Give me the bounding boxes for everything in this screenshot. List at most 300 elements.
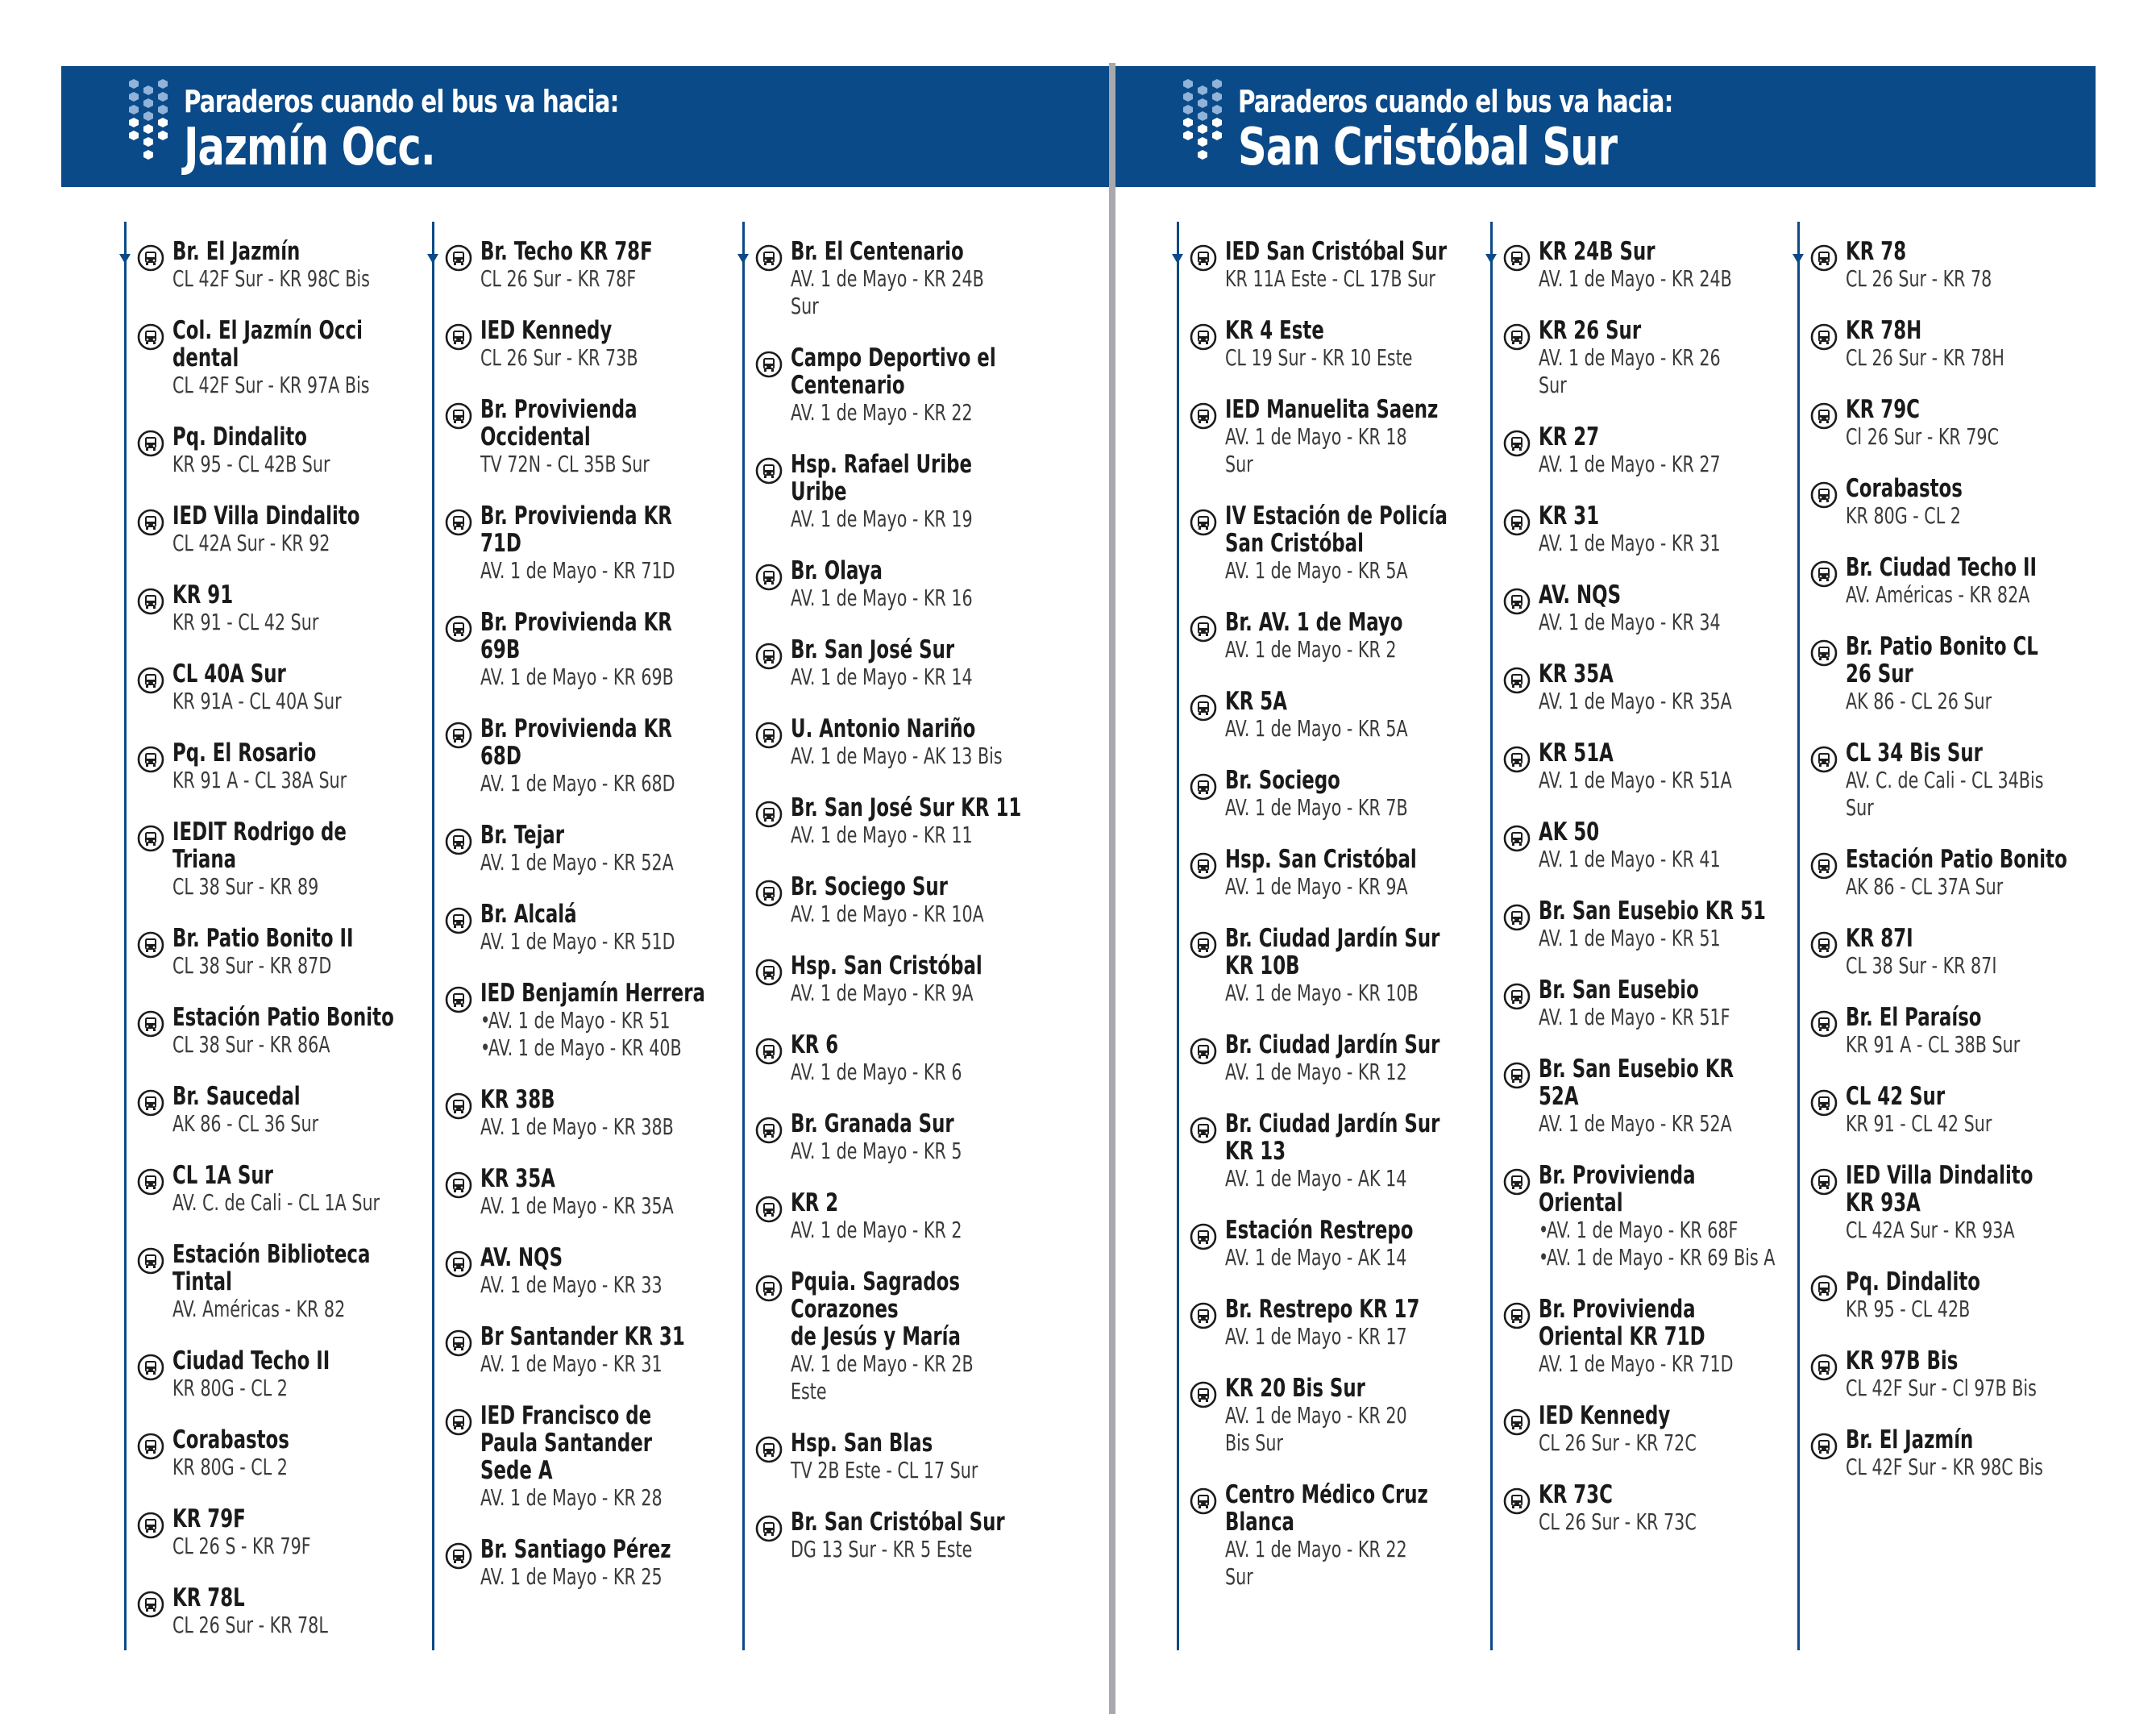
- stop-address: [791, 1217, 1082, 1244]
- stop-name-line: KR 26 Sur: [1539, 316, 1642, 345]
- bus-stop-icon: [1503, 1302, 1531, 1329]
- stop-address: [172, 873, 463, 901]
- address-text: AV. 1 de Mayo - KR 52A: [480, 849, 674, 876]
- stop-name-line: KR 4 Este: [1225, 316, 1324, 345]
- stop-name: [791, 557, 1075, 585]
- stop-address-line: [1539, 1244, 1830, 1271]
- bus-stop-icon: [755, 1117, 783, 1144]
- stop-address-line: [1539, 372, 1830, 399]
- stop-address-line: [1846, 952, 2137, 980]
- stop-name: [1225, 925, 1510, 980]
- stop-name-line: KR 78H: [1846, 316, 1922, 345]
- address-text: AV. 1 de Mayo - KR 51A: [1539, 767, 1732, 793]
- bus-stop-icon: [445, 615, 472, 643]
- stop-name: [1846, 1083, 2130, 1110]
- stop-address-line: [480, 1192, 771, 1220]
- stop-name-line: Br Santander KR 31: [480, 1322, 685, 1351]
- stop-name-line: Hsp. San Cristóbal: [791, 951, 982, 980]
- stop-name-line: CL 40A Sur: [172, 659, 286, 689]
- stop-name-line: Estación Patio Bonito: [172, 1003, 394, 1032]
- stop-address: [1225, 1244, 1516, 1271]
- address-text: KR 91 - CL 42 Sur: [1846, 1110, 1992, 1137]
- stop-address: [172, 1110, 463, 1138]
- stop-name-line: Br. Ciudad Techo II: [1846, 553, 2038, 582]
- bus-stop-icon: [755, 643, 783, 670]
- address-text: AV. 1 de Mayo - KR 40B: [488, 1034, 682, 1061]
- logo-dot: [1212, 105, 1222, 114]
- stop-address: [172, 688, 463, 715]
- stop-name: [1225, 846, 1510, 873]
- stop-name: [791, 1189, 1075, 1217]
- stop-address-line: [1225, 1402, 1516, 1429]
- stop-address: [1846, 952, 2137, 980]
- stop-address: [480, 928, 771, 955]
- stop-address: [1225, 715, 1516, 743]
- logo-dot: [1212, 118, 1222, 127]
- bus-stop-icon: [755, 722, 783, 749]
- stop-address: [791, 265, 1082, 320]
- stop-address: [1846, 1296, 2137, 1323]
- header-subtitle: Paraderos cuando el bus va hacia:: [184, 84, 619, 119]
- stop-name: [172, 1347, 457, 1375]
- address-text: AV. 1 de Mayo - KR 10B: [1225, 980, 1419, 1006]
- logo-dot: [1183, 92, 1193, 102]
- address-text: AV. 1 de Mayo - KR 35A: [1539, 688, 1732, 714]
- stop-name: [172, 1162, 457, 1189]
- bus-stop-icon: [1190, 1117, 1217, 1144]
- panel-header: [1115, 66, 2096, 187]
- bus-stop-icon: [1810, 1089, 1838, 1117]
- stop-name-line: 52A: [1539, 1082, 1579, 1111]
- bus-stop-icon: [1503, 1408, 1531, 1436]
- stop-name-line: Hsp. San Cristóbal: [1225, 845, 1417, 874]
- stop-address-line: [791, 822, 1082, 849]
- stop-address: [791, 901, 1082, 928]
- stop-address: [1846, 423, 2137, 451]
- address-text: AV. 1 de Mayo - KR 22: [1225, 1536, 1407, 1562]
- stop-address-line: [1539, 451, 1830, 478]
- stop-name: [480, 1402, 765, 1484]
- stop-address-line: [1225, 1244, 1516, 1271]
- stop-name: [1846, 1347, 2130, 1375]
- address-text: KR 91 - CL 42 Sur: [172, 609, 319, 635]
- bus-stop-icon: [137, 746, 164, 773]
- stop-address: [791, 505, 1082, 533]
- stop-address: [1846, 1031, 2137, 1059]
- stop-name: [1539, 1402, 1823, 1429]
- stop-address: [480, 1350, 771, 1378]
- address-text: AV. 1 de Mayo - KR 24B: [791, 265, 984, 292]
- stop-name: [1846, 1162, 2130, 1217]
- stop-name-line: Tintal: [172, 1267, 232, 1296]
- stop-address-line: [172, 873, 463, 901]
- address-text: AV. 1 de Mayo - KR 69B: [480, 664, 674, 690]
- address-text: Sur: [791, 293, 819, 319]
- bus-stop-icon: [137, 1433, 164, 1460]
- header-subtitle: Paraderos cuando el bus va hacia:: [1238, 84, 1673, 119]
- address-text: CL 42F Sur - Cl 97B Bis: [1846, 1375, 2037, 1401]
- route-line: [124, 222, 127, 1650]
- bus-stop-icon: [1503, 983, 1531, 1010]
- stop-name: [480, 715, 765, 770]
- stop-address: [480, 664, 771, 691]
- stop-name: [791, 636, 1075, 664]
- stop-name-line: Triana: [172, 845, 237, 874]
- stop-address: [1539, 344, 1830, 399]
- stop-name-line: KR 24B Sur: [1539, 237, 1655, 266]
- address-text: AV. 1 de Mayo - KR 16: [791, 585, 973, 611]
- route-line: [1490, 222, 1493, 1650]
- bus-stop-icon: [1810, 481, 1838, 509]
- stop-address-line: [1846, 873, 2137, 901]
- stop-name-line: Hsp. Rafael Uribe: [791, 450, 973, 479]
- address-text: AV. 1 de Mayo - KR 27: [1539, 451, 1721, 477]
- stop-name-line: Br. Techo KR 78F: [480, 237, 653, 266]
- address-text: AV. 1 de Mayo - AK 13 Bis: [791, 743, 1003, 769]
- stop-address: [1225, 1323, 1516, 1350]
- stop-name-line: Centenario: [791, 371, 905, 400]
- stop-address: [1539, 925, 1830, 952]
- logo-dot: [1183, 105, 1193, 114]
- stop-address-line: [1846, 794, 2137, 822]
- stop-name: [791, 1508, 1075, 1536]
- stop-name: [1539, 1162, 1823, 1217]
- logo-dot: [158, 92, 168, 102]
- bus-stop-icon: [1503, 244, 1531, 272]
- bus-stop-icon: [445, 722, 472, 749]
- stop-name: [172, 1004, 457, 1031]
- stop-name-line: 26 Sur: [1846, 659, 1913, 689]
- stop-name-line: Br. Sociego: [1225, 766, 1340, 795]
- stop-address-line: [791, 293, 1082, 320]
- bus-stop-icon: [1503, 1062, 1531, 1089]
- bus-stop-icon: [755, 457, 783, 485]
- bus-stop-icon: [1503, 323, 1531, 351]
- stop-name-line: Br. El Paraíso: [1846, 1003, 1982, 1032]
- bus-stop-icon: [137, 323, 164, 351]
- stop-address-line: [172, 265, 463, 293]
- stop-address-line: [1539, 1508, 1830, 1536]
- bus-stop-icon: [755, 959, 783, 986]
- bus-stop-icon: [1503, 825, 1531, 852]
- address-text: CL 26 Sur - KR 78F: [480, 265, 637, 292]
- stop-name: [172, 660, 457, 688]
- address-text: AV. 1 de Mayo - KR 9A: [791, 980, 974, 1006]
- stop-name: [172, 581, 457, 609]
- direction-arrow-icon: [1172, 254, 1183, 264]
- stop-address: [1539, 265, 1830, 293]
- stop-address-line: [1225, 1323, 1516, 1350]
- stop-name: [1225, 1217, 1510, 1244]
- address-text: AV. 1 de Mayo - KR 22: [791, 399, 973, 426]
- stop-address-line: [480, 1034, 771, 1062]
- address-text: AV. 1 de Mayo - KR 51: [1539, 925, 1721, 951]
- stop-name: [1225, 1481, 1510, 1536]
- stop-address: [791, 1138, 1082, 1165]
- stop-address: [480, 451, 771, 478]
- stop-address: [791, 1457, 1082, 1484]
- logo-dot: [143, 111, 153, 121]
- stop-address-line: [480, 928, 771, 955]
- bus-stop-icon: [445, 1329, 472, 1357]
- bus-stop-icon: [1190, 773, 1217, 801]
- stop-name: [172, 1505, 457, 1533]
- stop-name: [172, 739, 457, 767]
- stop-address-line: [1225, 265, 1516, 293]
- stop-address-line: [1225, 1563, 1516, 1591]
- stop-name-line: KR 35A: [480, 1164, 555, 1193]
- stop-address: [1539, 530, 1830, 557]
- stop-name: [791, 451, 1075, 505]
- stop-address: [1846, 344, 2137, 372]
- logo-dot: [1198, 150, 1207, 160]
- logo-dot: [1212, 79, 1222, 89]
- bus-stop-icon: [1503, 1168, 1531, 1196]
- bus-stop-icon: [445, 1408, 472, 1436]
- stop-address-line: [791, 399, 1082, 426]
- logo-dot: [1198, 111, 1207, 121]
- stop-name-line: de Jesús y María: [791, 1322, 961, 1351]
- stop-name: [1846, 925, 2130, 952]
- logo-dot: [143, 124, 153, 134]
- bus-stop-icon: [1503, 904, 1531, 931]
- panel-header: [61, 66, 1109, 187]
- logo-dot: [1212, 92, 1222, 102]
- address-text: CL 26 Sur - KR 73B: [480, 344, 638, 371]
- stop-name: [1225, 317, 1510, 344]
- address-text: CL 26 S - KR 79F: [172, 1533, 311, 1559]
- stop-address-line: [791, 1536, 1082, 1563]
- stop-name: [791, 1429, 1075, 1457]
- address-text: AV. 1 de Mayo - AK 14: [1225, 1244, 1407, 1271]
- stop-address: [1846, 502, 2137, 530]
- stop-address-line: [1225, 423, 1516, 451]
- stop-address: [1846, 767, 2137, 822]
- stop-address: [172, 1612, 463, 1639]
- address-text: AV. 1 de Mayo - KR 24B: [1539, 265, 1732, 292]
- stops-column: [124, 222, 430, 1653]
- stop-name: [172, 1426, 457, 1454]
- stop-name-line: 68D: [480, 742, 521, 771]
- stop-address: [1846, 873, 2137, 901]
- stop-name: [172, 502, 457, 530]
- address-text: AV. 1 de Mayo - KR 2: [1225, 636, 1397, 663]
- stop-name-line: KR 93A: [1846, 1188, 1921, 1217]
- stop-name-line: KR 97B Bis: [1846, 1346, 1959, 1375]
- direction-arrow-icon: [737, 254, 749, 264]
- stop-name-line: Corabastos: [1846, 474, 1963, 503]
- stop-name-line: Ciudad Techo II: [172, 1346, 330, 1375]
- direction-arrow-icon: [427, 254, 438, 264]
- stop-address: [1539, 451, 1830, 478]
- bus-stop-icon: [445, 1092, 472, 1120]
- stop-name: [1539, 976, 1823, 1004]
- address-text: AV. 1 de Mayo - KR 9A: [1225, 873, 1408, 900]
- stop-name: [1539, 660, 1823, 688]
- stop-address-line: [1225, 557, 1516, 585]
- address-text: CL 26 Sur - KR 72C: [1539, 1429, 1697, 1456]
- stop-address: [1539, 1004, 1830, 1031]
- stop-address-line: [791, 1138, 1082, 1165]
- stop-name-line: Pquia. Sagrados: [791, 1267, 961, 1296]
- stop-address: [480, 849, 771, 876]
- stop-address-line: [1539, 1004, 1830, 1031]
- bus-stop-icon: [1190, 1487, 1217, 1515]
- stop-address-line: [1846, 1296, 2137, 1323]
- stop-name-line: Campo Deportivo el: [791, 343, 996, 372]
- stop-name-line: Pq. Dindalito: [172, 422, 307, 451]
- stop-name: [1846, 1426, 2130, 1454]
- stop-name-line: KR 27: [1539, 422, 1600, 451]
- stop-name-line: Col. El Jazmín Occi: [172, 316, 363, 345]
- stop-address: [1846, 265, 2137, 293]
- stop-name: [1846, 633, 2130, 688]
- stop-address-line: [172, 1296, 463, 1323]
- stop-name-line: Br. Olaya: [791, 556, 883, 585]
- stop-address-line: [791, 505, 1082, 533]
- stop-name: [1846, 846, 2130, 873]
- bus-stop-icon: [137, 430, 164, 457]
- logo-dot: [1198, 98, 1207, 108]
- logo-dot: [143, 137, 153, 147]
- address-text: AV. 1 de Mayo - KR 33: [480, 1271, 663, 1298]
- stop-address: [1225, 1536, 1516, 1591]
- address-text: AV. 1 de Mayo - KR 5A: [1225, 557, 1408, 584]
- route-line: [742, 222, 745, 1650]
- address-text: AV. 1 de Mayo - KR 25: [480, 1563, 663, 1590]
- bus-stop-icon: [137, 667, 164, 694]
- bus-stop-icon: [1190, 1381, 1217, 1408]
- logo-dot: [158, 105, 168, 114]
- stop-address: [1539, 767, 1830, 794]
- stop-address: [791, 1350, 1082, 1405]
- bus-stop-icon: [137, 588, 164, 615]
- bus-stop-icon: [445, 509, 472, 536]
- stop-name-line: Br. Provivienda: [480, 395, 638, 424]
- stop-address-line: [172, 1612, 463, 1639]
- stop-address: [1225, 557, 1516, 585]
- stop-address-line: [791, 664, 1082, 691]
- address-text: AV. 1 de Mayo - KR 68F: [1546, 1217, 1739, 1243]
- stop-name-line: dental: [172, 343, 239, 372]
- stop-address: [172, 1375, 463, 1402]
- stop-name: [791, 1031, 1075, 1059]
- bullet-icon: •: [480, 1007, 491, 1034]
- address-text: AV. 1 de Mayo - KR 51D: [480, 928, 675, 955]
- stop-name-line: Blanca: [1225, 1508, 1294, 1537]
- stop-address-line: [172, 1375, 463, 1402]
- bus-stop-icon: [1190, 323, 1217, 351]
- stop-address: [1539, 1508, 1830, 1536]
- stop-name-line: Pq. Dindalito: [1846, 1267, 1980, 1296]
- stop-name: [172, 238, 457, 265]
- stop-name-line: IED Villa Dindalito: [172, 501, 360, 530]
- stop-name-line: IED San Cristóbal Sur: [1225, 237, 1448, 266]
- logo-dot: [1212, 131, 1222, 140]
- bus-stop-icon: [137, 1168, 164, 1196]
- stop-address-line: [1846, 344, 2137, 372]
- logo-dot: [1183, 131, 1193, 140]
- stop-name-line: Oriental KR 71D: [1539, 1322, 1705, 1351]
- stop-address: [480, 344, 771, 372]
- center-divider: [1109, 63, 1115, 1714]
- stop-address: [480, 265, 771, 293]
- address-text: AV. 1 de Mayo - KR 20: [1225, 1402, 1407, 1429]
- stop-address-line: [480, 664, 771, 691]
- logo-dot: [143, 85, 153, 95]
- stop-address-line: [1539, 344, 1830, 372]
- stop-address-line: [480, 1271, 771, 1299]
- stop-address-line: [480, 1007, 771, 1034]
- stop-address-line: [480, 1350, 771, 1378]
- bus-stop-icon: [137, 931, 164, 959]
- header-destination: Jazmín Occ.: [184, 118, 435, 177]
- stop-address-line: [1539, 846, 1830, 873]
- stop-address-line: [1225, 1165, 1516, 1192]
- stop-address-line: [480, 265, 771, 293]
- bus-stop-icon: [137, 1591, 164, 1618]
- logo-dot: [158, 79, 168, 89]
- address-text: CL 26 Sur - KR 78H: [1846, 344, 2004, 371]
- address-text: Cl 26 Sur - KR 79C: [1846, 423, 1999, 450]
- bus-stop-icon: [1190, 852, 1217, 880]
- stop-name-line: Br. AV. 1 de Mayo: [1225, 608, 1403, 637]
- stop-name-line: Br. San Eusebio KR 51: [1539, 897, 1766, 926]
- address-text: Sur: [1225, 451, 1253, 477]
- stop-name-line: Br. San José Sur KR 11: [791, 793, 1022, 822]
- address-text: AV. 1 de Mayo - KR 10A: [791, 901, 984, 927]
- bus-stop-icon: [755, 1515, 783, 1542]
- stop-address-line: [1846, 1375, 2137, 1402]
- bus-stop-icon: [445, 986, 472, 1013]
- address-text: CL 38 Sur - KR 89: [172, 873, 319, 900]
- stop-name-line: Br. Granada Sur: [791, 1109, 954, 1138]
- stop-name-line: Pq. El Rosario: [172, 738, 317, 768]
- stop-name-line: Br. Tejar: [480, 821, 565, 850]
- stop-name: [1846, 739, 2130, 767]
- stop-address-line: [480, 1563, 771, 1591]
- bus-stop-icon: [1810, 1275, 1838, 1302]
- stop-name-line: Oriental: [1539, 1188, 1623, 1217]
- address-text: AK 86 - CL 36 Sur: [172, 1110, 319, 1137]
- stop-name: [1225, 502, 1510, 557]
- address-text: CL 42A Sur - KR 93A: [1846, 1217, 2015, 1243]
- stop-address-line: [1539, 1350, 1830, 1378]
- stop-address-line: [172, 1189, 463, 1217]
- stop-address: [1846, 581, 2137, 609]
- stop-address-line: [480, 557, 771, 585]
- stop-address: [1539, 1217, 1830, 1271]
- stop-name: [791, 238, 1075, 265]
- stop-address-line: [1846, 423, 2137, 451]
- stop-name-line: Br. Ciudad Jardín Sur: [1225, 924, 1440, 953]
- address-text: Sur: [1225, 1563, 1253, 1590]
- stop-name-line: 71D: [480, 529, 521, 558]
- stop-name-line: IED Manuelita Saenz: [1225, 395, 1439, 424]
- stop-name-line: KR 79C: [1846, 395, 1920, 424]
- stop-address: [172, 1454, 463, 1481]
- bus-stop-icon: [1190, 1038, 1217, 1065]
- stop-address: [1539, 1350, 1830, 1378]
- stop-name: [172, 423, 457, 451]
- bus-stop-icon: [445, 907, 472, 934]
- stop-name: [480, 1323, 765, 1350]
- stop-name-line: Br. Patio Bonito II: [172, 924, 354, 953]
- stop-address-line: [791, 1350, 1082, 1378]
- bus-stop-icon: [1810, 639, 1838, 667]
- stop-name-line: Br. Provivienda KR: [480, 501, 672, 530]
- address-text: CL 26 Sur - KR 78L: [172, 1612, 328, 1638]
